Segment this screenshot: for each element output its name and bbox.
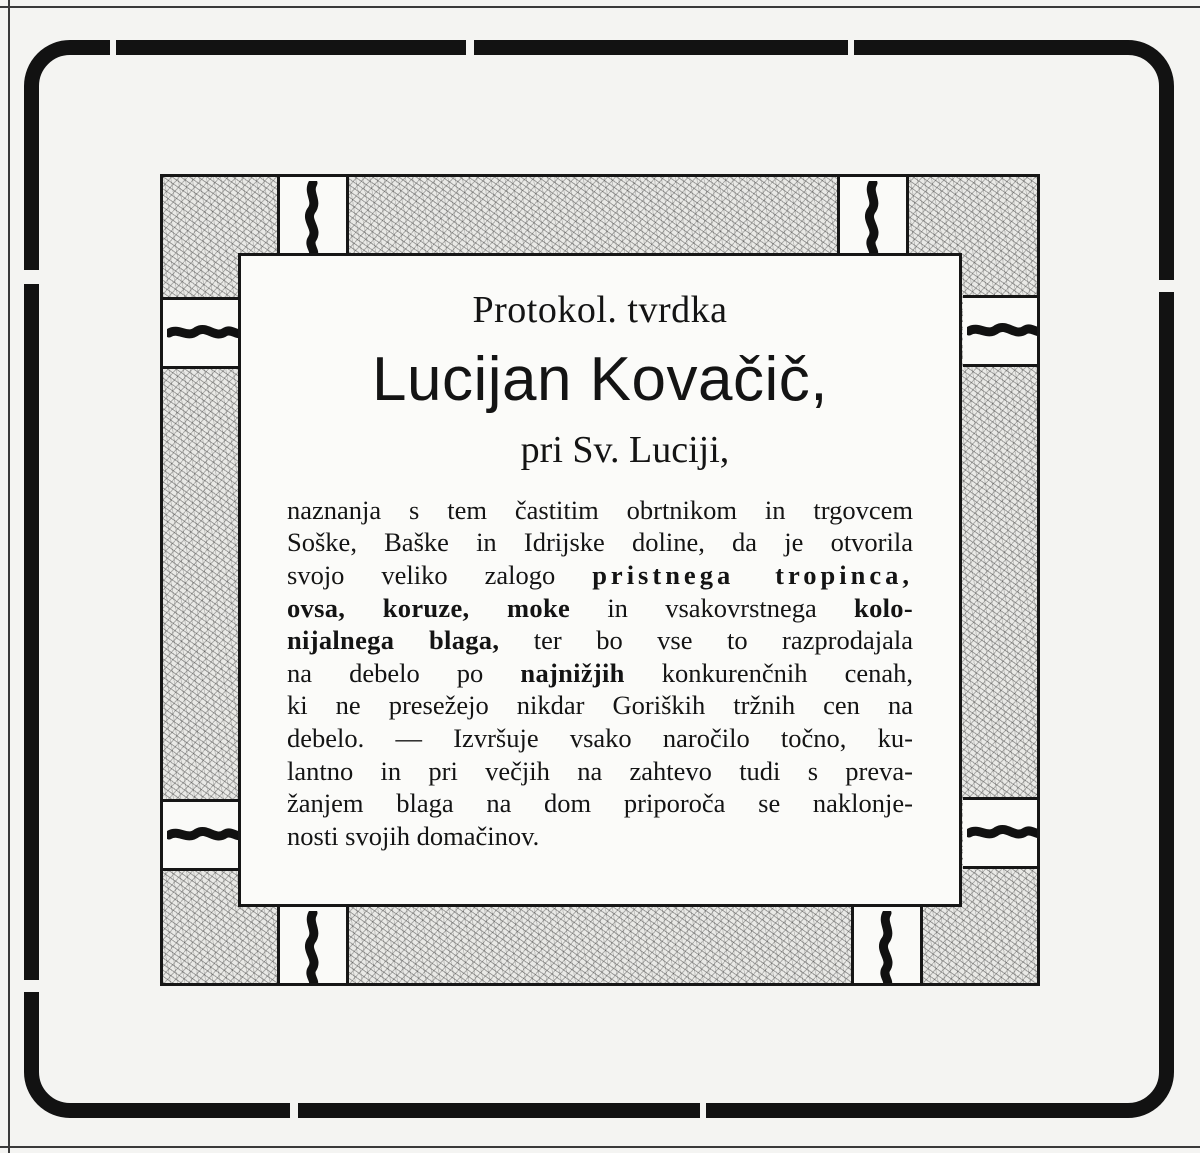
squiggle-ornament [967,821,1040,845]
frame-break [290,1102,298,1118]
squiggle-ornament [967,319,1040,343]
advertisement-body [287,494,913,853]
body-text-span: ter bo vse to razprodajala [499,625,913,656]
body-line [287,657,913,690]
firm-location: pri Sv. Luciji, [520,428,730,471]
frame-break [466,40,474,56]
frame-break [110,40,116,56]
body-text-span: Soške, Baške in Idrijske doline, da je otvorila [287,527,913,558]
body-text-span: na debelo po [287,657,521,688]
squiggle-ornament [301,181,325,255]
squiggle-ornament [167,321,241,345]
body-line [287,755,913,788]
body-text-span: in vsakovrstnega [570,592,855,623]
body-text-span: nosti svojih domačinov. [287,820,540,851]
frame-break [700,1102,706,1118]
body-line [287,787,913,820]
frame-break [24,270,40,284]
emphasis-text: kolo- [854,592,913,623]
squiggle-ornament [861,181,885,255]
frame-break [1158,280,1174,292]
body-text-span: lantno in pri večjih na zahtevo tudi s preva- [287,755,913,786]
body-line [287,722,913,755]
squiggle-ornament [875,911,899,985]
body-line [287,526,913,559]
body-text-span: ki ne presežejo nikdar Goriških tržnih cen na [287,690,913,721]
emphasis-text: ovsa, koruze, moke [287,592,571,623]
frame-break [848,40,854,56]
body-text-span: debelo. — Izvršuje vsako naročilo točno, ku- [287,722,913,753]
emphasis-text: pristnega tropinca, [592,559,913,590]
body-text-span: žanjem blaga na dom priporoča se naklonje- [287,788,913,819]
body-line [287,820,913,853]
advertisement-panel [238,253,962,907]
body-text-span: naznanja s tem častitim obrtnikom in trgovcem [287,494,913,525]
body-line [287,689,913,722]
top-rule [0,6,1200,8]
bottom-rule [0,1146,1200,1148]
left-rule [8,0,10,1153]
emphasis-text: nijalnega blaga, [287,625,500,656]
body-line [287,592,913,625]
body-text-span: svojo veliko zalogo [287,559,593,590]
frame-break [24,980,40,992]
body-line [287,494,913,527]
body-line [287,624,913,657]
body-text-span: konkurenčnih cenah, [624,657,914,688]
squiggle-ornament [167,823,241,847]
emphasis-text: najnižjih [520,657,625,688]
firm-kicker: Protokol. tvrdka [472,289,728,331]
body-line [287,559,913,592]
squiggle-ornament [301,911,325,985]
firm-name: Lucijan Kovačič, [371,344,829,414]
